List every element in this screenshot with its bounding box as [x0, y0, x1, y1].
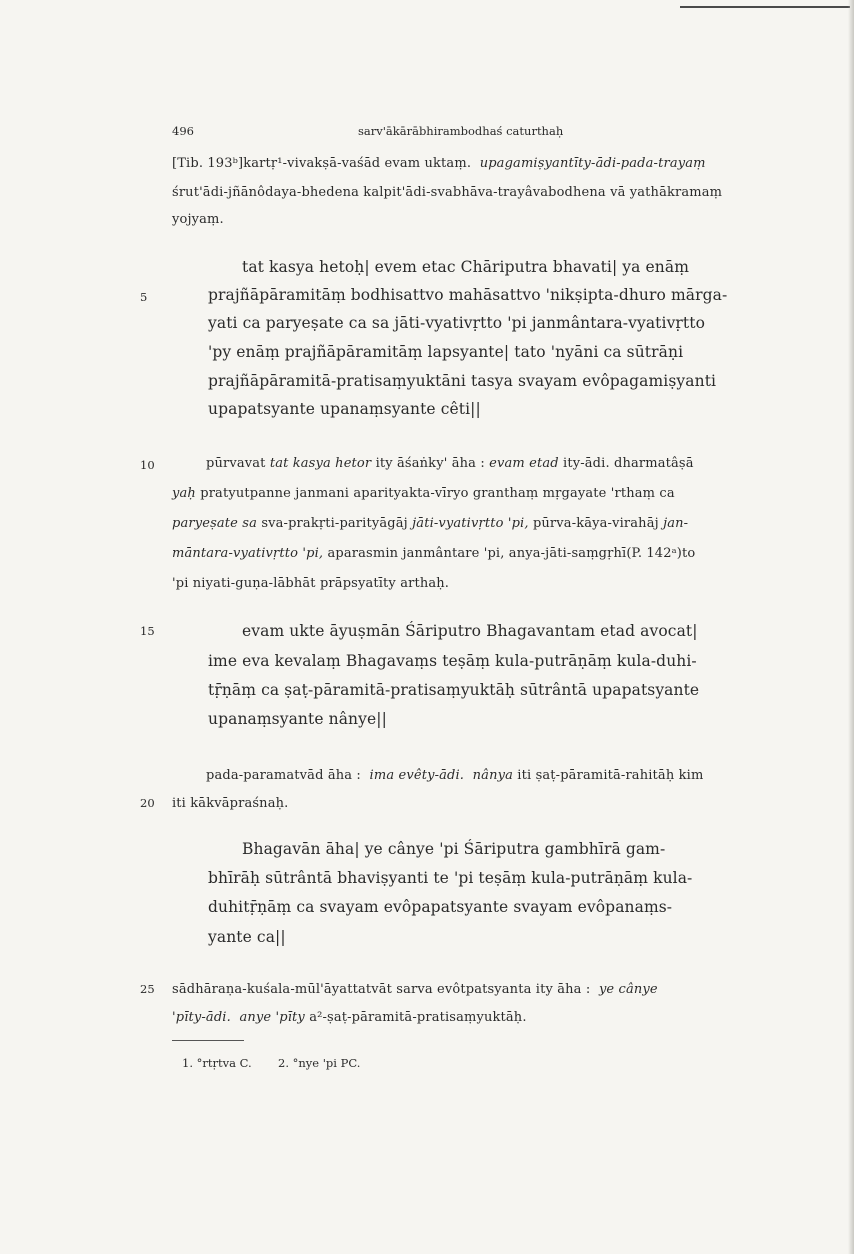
commentary-line	[172, 546, 695, 561]
scan-edge-line	[680, 6, 850, 8]
commentary-line: 'pi niyati-guṇa-lābhāt prāpsyatīty arthaḥ.	[172, 576, 450, 591]
line-number-10: 10	[140, 458, 155, 472]
sutra-line: tṝṇāṃ ca ṣaṭ-pāramitā-pratisaṃyuktāḥ sūtrântā upapatsyante	[208, 681, 700, 699]
sutra-line: yante ca||	[208, 928, 286, 946]
commentary-text: sva-prakṛti-parityāgāj	[261, 516, 408, 531]
commentary-text: pada-paramatvād āha :	[206, 768, 361, 783]
sutra-line: duhitṝṇāṃ ca svayam evôpapatsyante svayam evôpanaṃs-	[208, 898, 673, 916]
commentary-text: ity āśaṅky' āha :	[375, 456, 485, 471]
commentary-lemma: jāti-vyativṛtto 'pi,	[412, 516, 529, 531]
commentary-line	[172, 516, 688, 531]
sutra-line: 'py enāṃ prajñāpāramitāṃ lapsyante| tato 'nyāni ca sūtrāṇi	[208, 343, 684, 361]
commentary-text: pūrvavat	[206, 456, 266, 471]
commentary-line	[172, 982, 658, 997]
line-number-20: 20	[140, 796, 155, 810]
sutra-line: ime eva kevalaṃ Bhagavaṃs teṣāṃ kula-putrāṇāṃ kula-duhi-	[208, 652, 697, 670]
commentary-line	[172, 1010, 527, 1025]
sutra-line: Bhagavān āha| ye cânye 'pi Śāriputra gambhīrā gam-	[242, 840, 666, 858]
sutra-line: bhīrāḥ sūtrântā bhaviṣyanti te 'pi teṣāṃ kula-putrāṇāṃ kula-	[208, 869, 693, 887]
line-number-25: 25	[140, 982, 155, 996]
commentary-text: pratyutpanne janmani aparityakta-vīryo granthaṃ mṛgayate 'rthaṃ ca	[200, 486, 675, 501]
sutra-line: prajñāpāramitā-pratisaṃyuktāni tasya svayam evôpagamiṣyanti	[208, 372, 717, 390]
commentary-lemma: yaḥ	[172, 486, 196, 501]
commentary-line	[172, 156, 706, 171]
commentary-line	[206, 456, 694, 471]
commentary-lemma: upagamiṣyantīty-ādi-pada-trayaṃ	[479, 156, 706, 171]
sutra-line: tat kasya hetoḥ| evem etac Chāriputra bhavati| ya enāṃ	[242, 258, 690, 276]
commentary-lemma: evam etad	[489, 456, 559, 471]
running-title: sarv'ākārābhirambodhaś caturthaḥ	[358, 124, 564, 138]
page-number: 496	[172, 124, 194, 138]
commentary-lemma: paryeṣate sa	[172, 516, 258, 531]
commentary-text: a²-ṣaṭ-pāramitā-pratisaṃyuktāḥ.	[309, 1010, 527, 1025]
commentary-lemma: tat kasya hetor	[269, 456, 372, 471]
commentary-line: śrut'ādi-jñānôdaya-bhedena kalpit'ādi-svabhāva-trayâvabodhena vā yathākramaṃ	[172, 185, 723, 200]
line-number-5: 5	[140, 290, 148, 304]
commentary-line	[172, 486, 675, 501]
commentary-lemma: ima evêty-ādi.	[369, 768, 465, 783]
commentary-text: [Tib. 193ᵇ]kartṛ¹-vivakṣā-vaśād evam uktaṃ.	[172, 156, 472, 171]
commentary-lemma: nânya	[472, 768, 513, 783]
footnote-2: 2. °nye 'pi PC.	[278, 1056, 361, 1070]
commentary-text: iti ṣaṭ-pāramitā-rahitāḥ kim	[517, 768, 704, 783]
commentary-lemma: anye 'pīty	[239, 1010, 305, 1025]
page-edge-shadow	[848, 0, 854, 1254]
commentary-lemma: jan-	[663, 516, 689, 531]
sutra-line: prajñāpāramitāṃ bodhisattvo mahāsattvo 'nikṣipta-dhuro mārga-	[208, 286, 728, 304]
commentary-text: sādhāraṇa-kuśala-mūl'āyattatvāt sarva evôtpatsyanta ity āha :	[172, 982, 591, 997]
sutra-line: yati ca paryeṣate ca sa jāti-vyativṛtto 'pi janmântara-vyativṛtto	[208, 314, 706, 332]
commentary-text: pūrva-kāya-virahāj	[532, 516, 659, 531]
sutra-line: evam ukte āyuṣmān Śāriputro Bhagavantam etad avocat|	[242, 622, 698, 640]
footnote-rule	[172, 1040, 244, 1041]
commentary-lemma: ye cânye	[598, 982, 658, 997]
commentary-lemma: māntara-vyativṛtto 'pi,	[172, 546, 324, 561]
line-number-15: 15	[140, 624, 155, 638]
commentary-line: yojyaṃ.	[172, 212, 224, 227]
sutra-line: upapatsyante upanaṃsyante cêti||	[208, 400, 481, 418]
commentary-line: iti kākvāpraśnaḥ.	[172, 796, 289, 811]
sutra-line: upanaṃsyante nânye||	[208, 710, 387, 728]
footnote-1: 1. °rtṛtva C.	[182, 1056, 252, 1070]
commentary-text: aparasmin janmântare 'pi, anya-jāti-saṃgṛhī(P. 142ᵃ)to	[327, 546, 696, 561]
commentary-text: ity-ādi. dharmatâṣā	[563, 456, 694, 471]
commentary-lemma: 'pīty-ādi.	[172, 1010, 231, 1025]
commentary-line	[206, 768, 703, 783]
